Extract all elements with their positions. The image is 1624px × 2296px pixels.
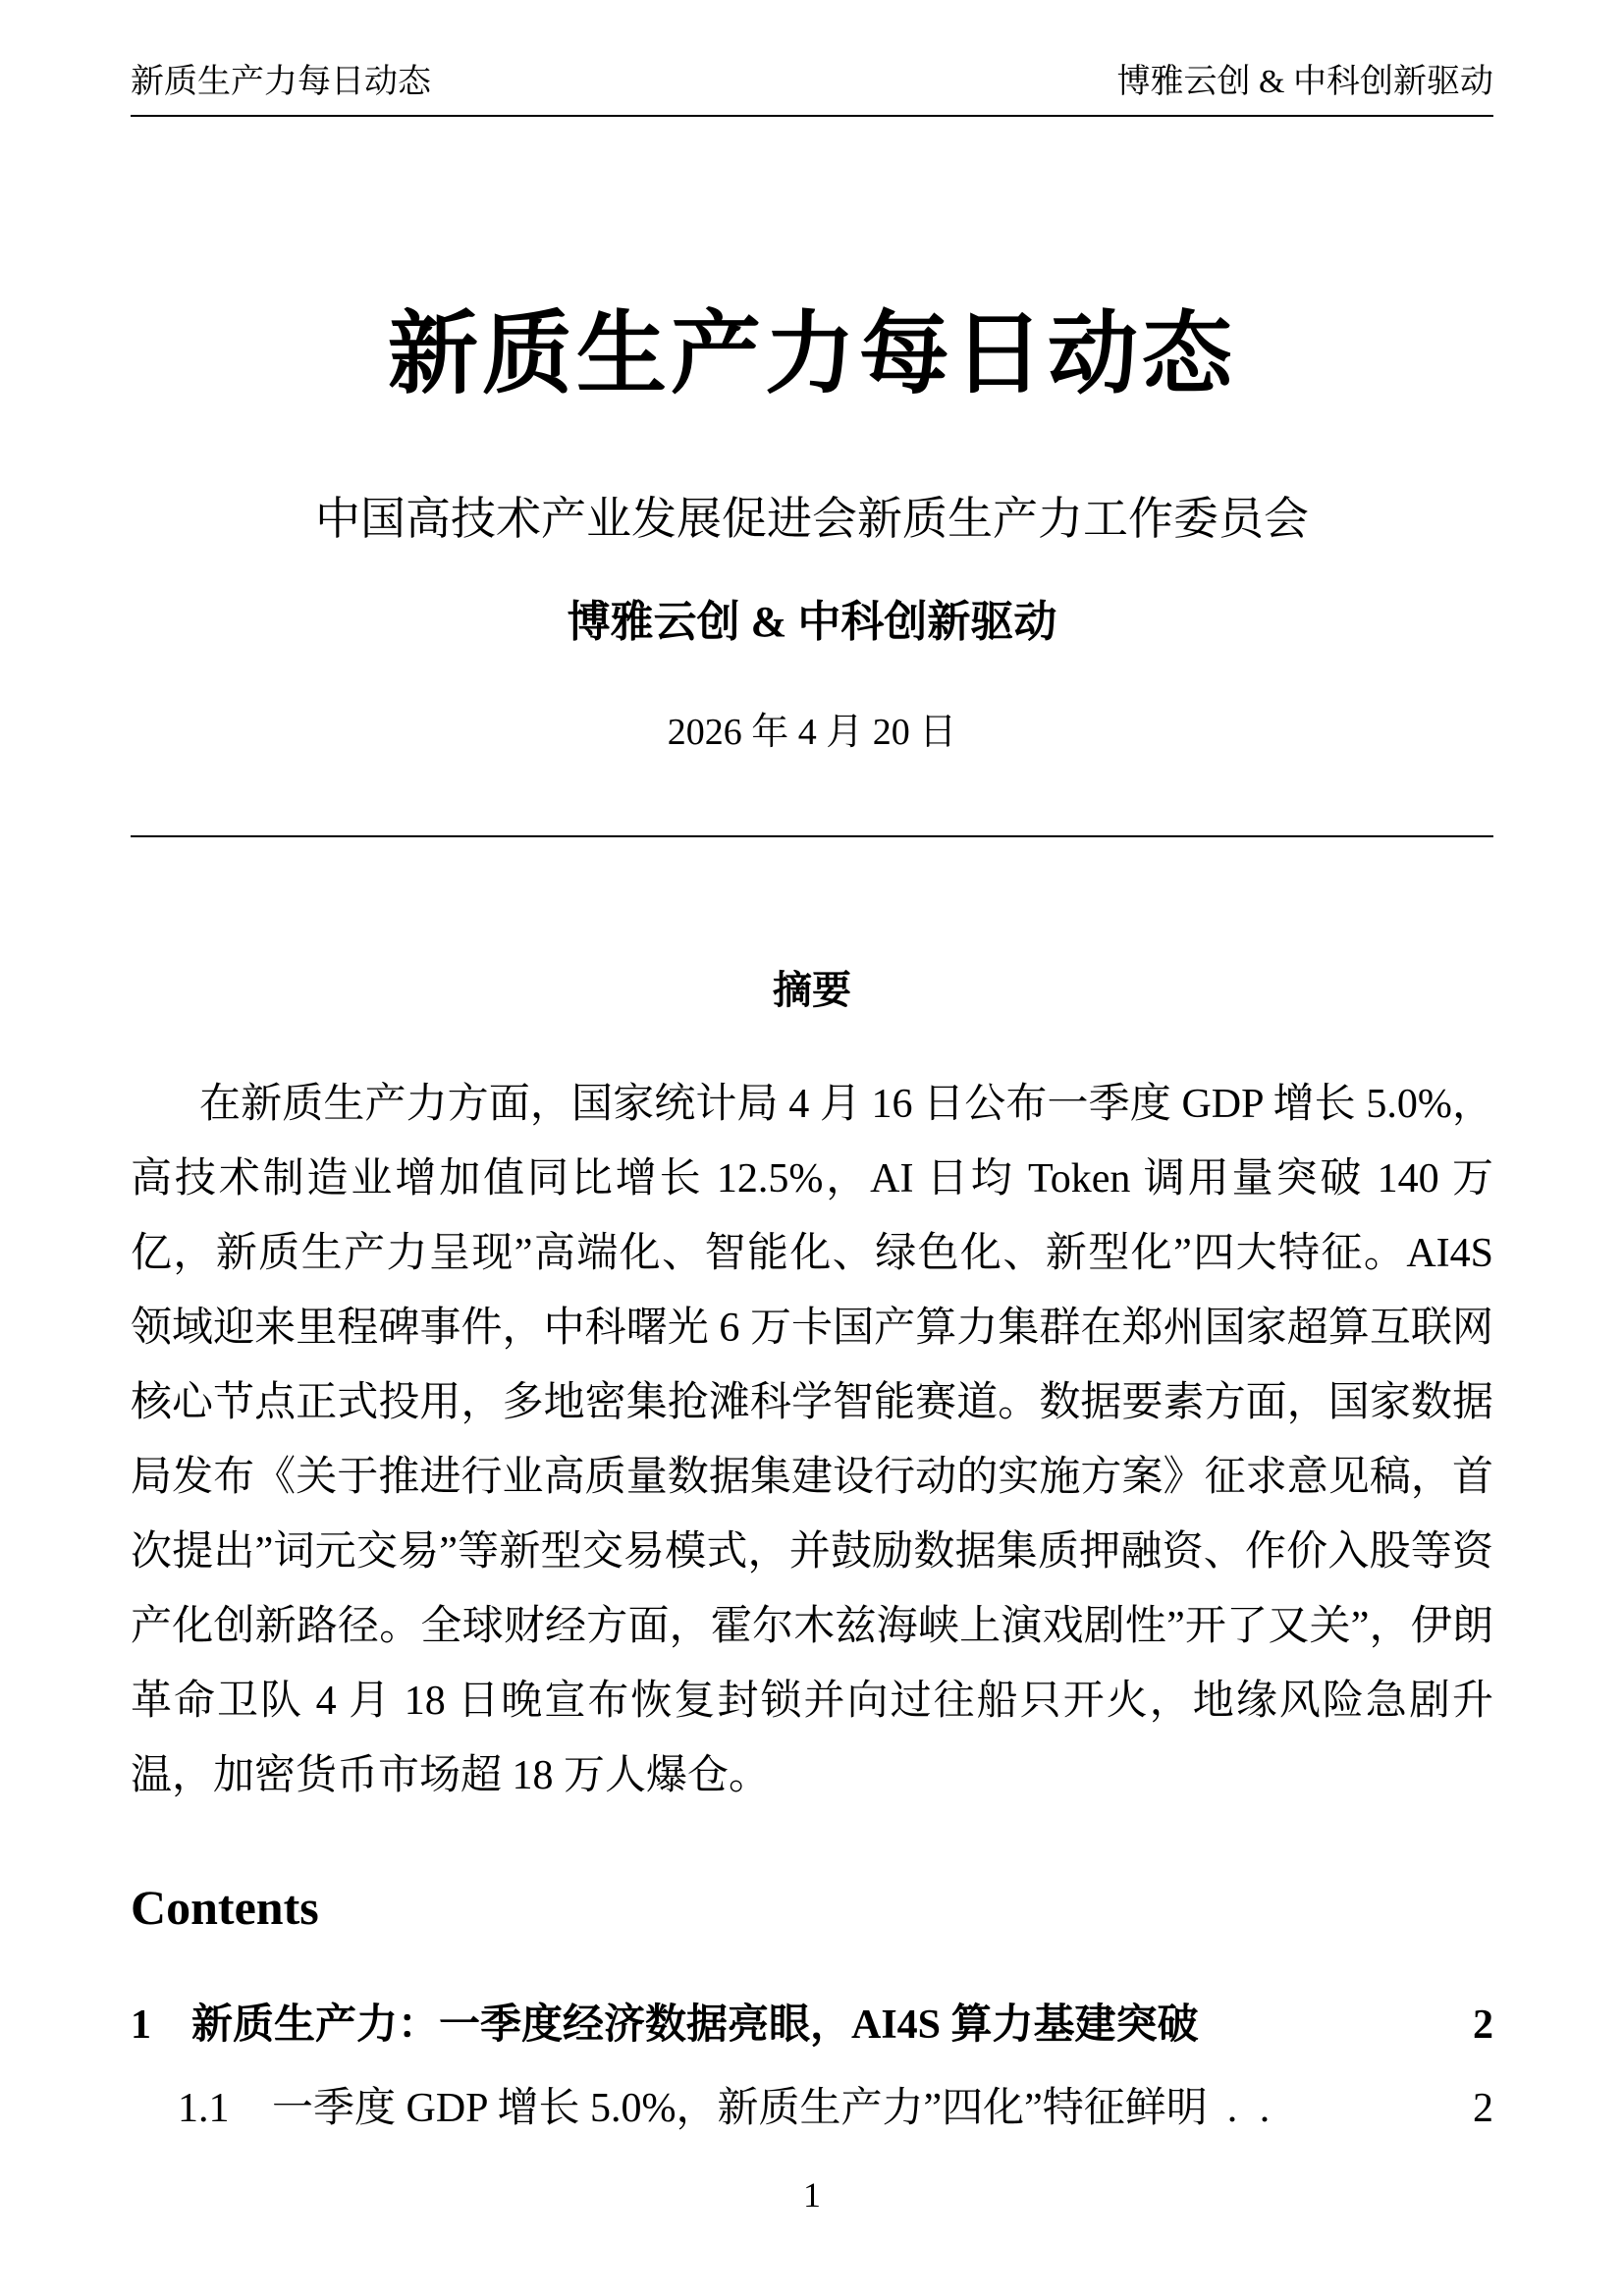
toc-entry-section-1 (131, 1997, 1493, 2055)
toc-entry-number: 1.1 (178, 2085, 230, 2131)
contents-heading: Contents (131, 1880, 319, 1936)
toc-entry-title: 一季度 GDP 增长 5.0%，新质生产力”四化”特征鲜明 (272, 2085, 1208, 2131)
abstract-heading: 摘要 (773, 968, 851, 1013)
toc-entry-title: 新质生产力：一季度经济数据亮眼，AI4S 算力基建突破 (191, 2002, 1199, 2049)
abstract-body: 在新质生产力方面，国家统计局 4 月 16 日公布一季度 GDP 增长 5.0%，高技术制造业增加值同比增长 12.5%，AI 日均 Token 调用量突破 140 万亿，新质生产力呈现”高端化、智能化、绿色化、新型化”四大特征。AI4S 领域迎来里程碑事件，中科曙光 6 万卡国产算力集群在郑州国家超算互联网核心节点正式投用，多地密集抢滩科学智能赛道。数据要素方面，国家数据局发布《关于推进行业高质量数据集建设行动的实施方案》征求意见稿，首次提出”词元交易”等新型交易模式，并鼓励数据集质押融资、作价入股等资产化创新路径。全球财经方面，霍尔木兹海峡上演戏剧性”开了又关”，伊朗革命卫队 4 月 18 日晚宣布恢复封锁并向过往船只开火，地缘风险急剧升温，加密货币市场超 18 万人爆仓。 (131, 1082, 1493, 1799)
footer-page-number: 1 (803, 2175, 821, 2215)
table-of-contents (131, 1997, 1493, 2138)
header-rule (131, 115, 1493, 117)
document-title: 新质生产力每日动态 (387, 303, 1236, 404)
toc-dot-leader: . . (1226, 2085, 1276, 2131)
toc-entry-page-number: 2 (1473, 2002, 1493, 2049)
header-right-title: 博雅云创 & 中科创新驱动 (1116, 64, 1493, 100)
document-organization: 中国高技术产业发展促进会新质生产力工作委员会 (315, 493, 1309, 544)
page-header (131, 63, 1493, 103)
toc-entry-page-number: 2 (1473, 2085, 1493, 2131)
header-left-title: 新质生产力每日动态 (131, 64, 431, 100)
document-date: 2026 年 4 月 20 日 (667, 711, 957, 753)
toc-entry-subsection-1-1 (131, 2080, 1493, 2138)
title-block-rule (131, 835, 1493, 837)
document-authors: 博雅云创 & 中科创新驱动 (567, 597, 1057, 646)
toc-entry-number: 1 (131, 2002, 151, 2049)
